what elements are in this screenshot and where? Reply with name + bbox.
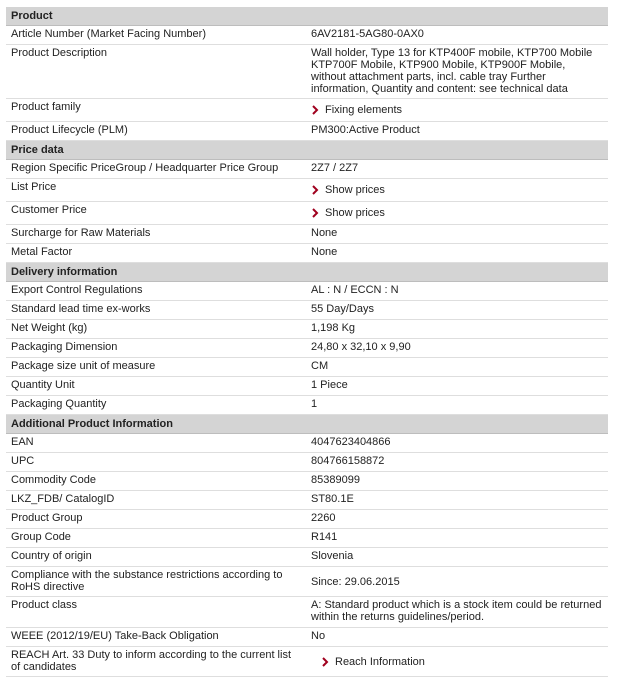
table-row	[6, 122, 608, 141]
link-label: Reach Information	[335, 655, 425, 668]
value-text: 24,80 x 32,10 x 9,90	[311, 341, 411, 353]
fixing-elements-link[interactable]	[311, 104, 402, 116]
table-row	[6, 339, 608, 358]
table-row	[6, 377, 608, 396]
row-label: Commodity Code	[11, 474, 96, 486]
row-label: Metal Factor	[11, 246, 73, 258]
table-row	[6, 472, 608, 491]
section-header: Price data	[6, 141, 608, 160]
row-value	[306, 339, 608, 357]
table-row	[6, 396, 608, 415]
row-value	[306, 434, 608, 452]
link-label: Show prices	[325, 207, 385, 219]
table-row	[6, 529, 608, 548]
row-label: Packaging Quantity	[11, 398, 107, 410]
section-additional-product-information	[6, 415, 608, 677]
row-label: Product family	[11, 101, 81, 113]
row-value	[306, 647, 608, 676]
row-value	[306, 244, 608, 262]
row-value	[306, 225, 608, 243]
row-label: LKZ_FDB/ CatalogID	[11, 493, 115, 505]
row-label: Product Lifecycle (PLM)	[11, 124, 128, 136]
reach-information-link[interactable]	[321, 656, 425, 668]
row-label: Export Control Regulations	[11, 284, 143, 296]
table-row	[6, 225, 608, 244]
table-row	[6, 244, 608, 263]
section-header: Delivery information	[6, 263, 608, 282]
table-row	[6, 320, 608, 339]
row-label: EAN	[11, 436, 34, 448]
row-label: Standard lead time ex-works	[11, 303, 151, 315]
section-price-data	[6, 141, 608, 263]
value-text: 1	[311, 398, 318, 410]
value-text: Wall holder, Type 13 for KTP400F mobile, KTP700 Mobile KTP700F Mobile, KTP900 Mobile, KTP900F Mobile, without attachment parts, incl. cable tray Further information, Quantity and content: see technical data	[311, 47, 593, 95]
row-label: Article Number (Market Facing Number)	[11, 28, 206, 40]
value-text: PM300:Active Product	[311, 124, 420, 136]
value-text: CM	[311, 360, 329, 372]
row-label: Product Group	[11, 512, 83, 524]
row-value	[306, 160, 608, 178]
row-label: Product Description	[11, 47, 107, 59]
row-value	[306, 45, 608, 98]
value-text: 2Z7 / 2Z7	[311, 162, 359, 174]
table-row	[6, 45, 608, 99]
row-label: Region Specific PriceGroup / Headquarter Price Group	[11, 162, 279, 174]
show-prices-link[interactable]	[311, 184, 385, 196]
table-row	[6, 647, 608, 677]
table-row	[6, 26, 608, 45]
row-value	[306, 510, 608, 528]
row-value	[306, 202, 608, 224]
row-value	[306, 179, 608, 201]
table-row	[6, 548, 608, 567]
chevron-right-icon	[311, 185, 319, 195]
table-row	[6, 99, 608, 122]
row-value	[306, 99, 608, 121]
link-label: Show prices	[325, 184, 385, 196]
row-value	[306, 472, 608, 490]
value-text: Slovenia	[311, 550, 354, 562]
value-text: 55 Day/Days	[311, 303, 374, 315]
value-text: ST80.1E	[311, 493, 354, 505]
row-value	[306, 26, 608, 44]
chevron-right-icon	[311, 105, 319, 115]
row-value	[306, 301, 608, 319]
chevron-right-icon	[311, 208, 319, 218]
value-text: None	[311, 246, 338, 258]
table-row	[6, 358, 608, 377]
row-value	[306, 548, 608, 566]
link-label: Fixing elements	[325, 104, 403, 116]
table-row	[6, 160, 608, 179]
table-row	[6, 491, 608, 510]
row-value	[306, 358, 608, 376]
row-label: Package size unit of measure	[11, 360, 156, 372]
chevron-right-icon	[321, 657, 329, 667]
value-text: 4047623404866	[311, 436, 391, 448]
table-row	[6, 202, 608, 225]
row-label: Compliance with the substance restrictions according to RoHS directive	[11, 569, 283, 593]
row-value	[306, 567, 608, 596]
table-row	[6, 301, 608, 320]
row-value	[306, 597, 608, 627]
row-value	[306, 282, 608, 300]
section-header: Additional Product Information	[6, 415, 608, 434]
value-text: Since: 29.06.2015	[311, 575, 400, 588]
table-row	[6, 434, 608, 453]
product-data-sheet	[6, 7, 608, 677]
table-row	[6, 567, 608, 597]
table-row	[6, 282, 608, 301]
row-value	[306, 529, 608, 547]
row-label: Surcharge for Raw Materials	[11, 227, 151, 239]
value-text: R141	[311, 531, 338, 543]
row-label: Country of origin	[11, 550, 92, 562]
table-row	[6, 628, 608, 647]
show-prices-link[interactable]	[311, 207, 385, 219]
value-text: AL : N / ECCN : N	[311, 284, 399, 296]
row-label: REACH Art. 33 Duty to inform according to the current list of candidates	[11, 649, 292, 673]
value-text: None	[311, 227, 338, 239]
row-value	[306, 377, 608, 395]
value-text: 804766158872	[311, 455, 385, 467]
row-value	[306, 122, 608, 140]
row-label: Quantity Unit	[11, 379, 75, 391]
section-product	[6, 7, 608, 141]
value-text: A: Standard product which is a stock item could be returned within the returns guidelines/period.	[311, 599, 602, 623]
row-label: Product class	[11, 599, 78, 611]
row-label: WEEE (2012/19/EU) Take-Back Obligation	[11, 630, 219, 642]
row-label: Customer Price	[11, 204, 87, 216]
row-value	[306, 628, 608, 646]
table-row	[6, 510, 608, 529]
row-value	[306, 491, 608, 509]
value-text: No	[311, 630, 326, 642]
value-text: 2260	[311, 512, 336, 524]
value-text: 85389099	[311, 474, 360, 486]
section-header: Product	[6, 7, 608, 26]
row-value	[306, 453, 608, 471]
row-label: List Price	[11, 181, 57, 193]
table-row	[6, 453, 608, 472]
row-value	[306, 320, 608, 338]
row-label: Packaging Dimension	[11, 341, 118, 353]
section-delivery-information	[6, 263, 608, 415]
row-label: Group Code	[11, 531, 71, 543]
row-label: UPC	[11, 455, 35, 467]
value-text: 6AV2181-5AG80-0AX0	[311, 28, 424, 40]
row-value	[306, 396, 608, 414]
table-row	[6, 597, 608, 628]
value-text: 1,198 Kg	[311, 322, 356, 334]
row-label: Net Weight (kg)	[11, 322, 88, 334]
table-row	[6, 179, 608, 202]
value-text: 1 Piece	[311, 379, 348, 391]
